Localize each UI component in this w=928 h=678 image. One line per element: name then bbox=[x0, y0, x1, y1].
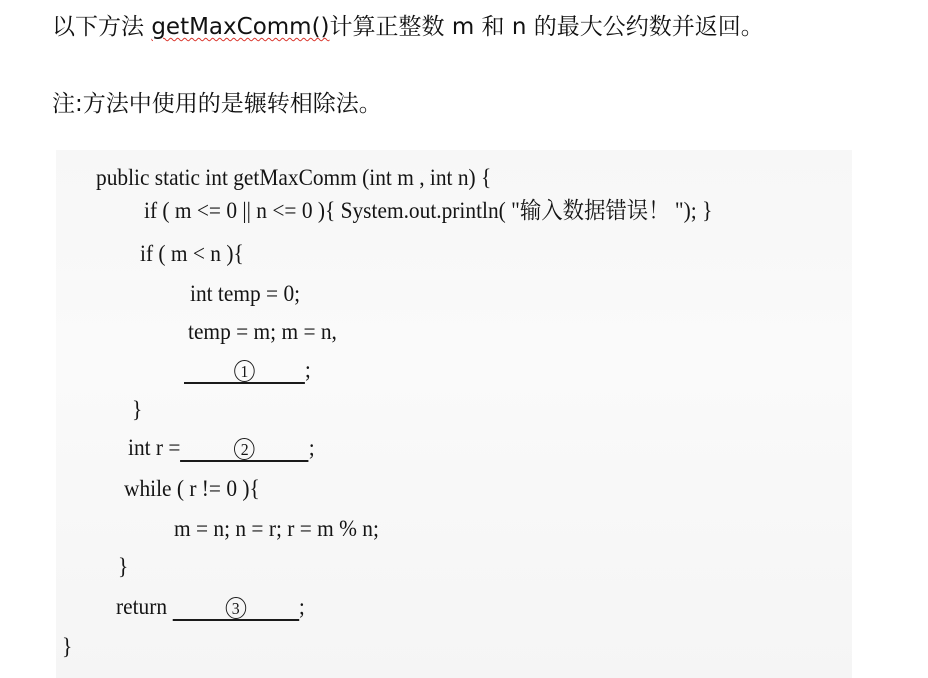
code-r-declaration-line bbox=[128, 434, 315, 462]
answer-blank-2[interactable] bbox=[180, 437, 308, 462]
method-name: getMaxComm() bbox=[151, 14, 330, 40]
code-semicolon: ; bbox=[298, 594, 305, 619]
code-temp-declaration: int temp = 0; bbox=[190, 281, 301, 306]
code-swap-statement: temp = m; m = n, bbox=[188, 319, 337, 344]
code-return-line bbox=[116, 593, 305, 621]
code-if-close: } bbox=[132, 397, 143, 422]
code-r-declaration: int r = bbox=[128, 435, 181, 460]
blank-number-1: 1 bbox=[234, 360, 254, 382]
code-while-open: while ( r != 0 ){ bbox=[124, 476, 260, 501]
code-return-keyword: return bbox=[116, 594, 168, 619]
blank-number-3: 3 bbox=[225, 597, 245, 619]
code-method-signature: public static int getMaxComm (int m , int n) { bbox=[96, 165, 492, 190]
question-text-prefix: 以下方法 bbox=[52, 14, 152, 40]
answer-blank-3[interactable] bbox=[172, 596, 298, 621]
code-semicolon: ; bbox=[308, 435, 315, 460]
question-text-suffix: 计算正整数 m 和 n 的最大公约数并返回。 bbox=[329, 14, 764, 40]
code-method-close: } bbox=[62, 634, 73, 659]
code-input-check: if ( m <= 0 || n <= 0 ){ System.out.println( "输入数据错误！ "); } bbox=[144, 198, 713, 223]
code-semicolon: ; bbox=[304, 357, 311, 382]
code-loop-body: m = n; n = r; r = m % n; bbox=[174, 516, 379, 541]
answer-blank-1[interactable] bbox=[184, 359, 305, 384]
question-text bbox=[52, 12, 764, 42]
question-note: 注:方法中使用的是辗转相除法。 bbox=[52, 91, 382, 117]
code-while-close: } bbox=[118, 554, 129, 579]
code-if-open: if ( m < n ){ bbox=[140, 241, 244, 266]
code-blank-1-line bbox=[184, 356, 311, 384]
blank-number-2: 2 bbox=[234, 438, 254, 460]
